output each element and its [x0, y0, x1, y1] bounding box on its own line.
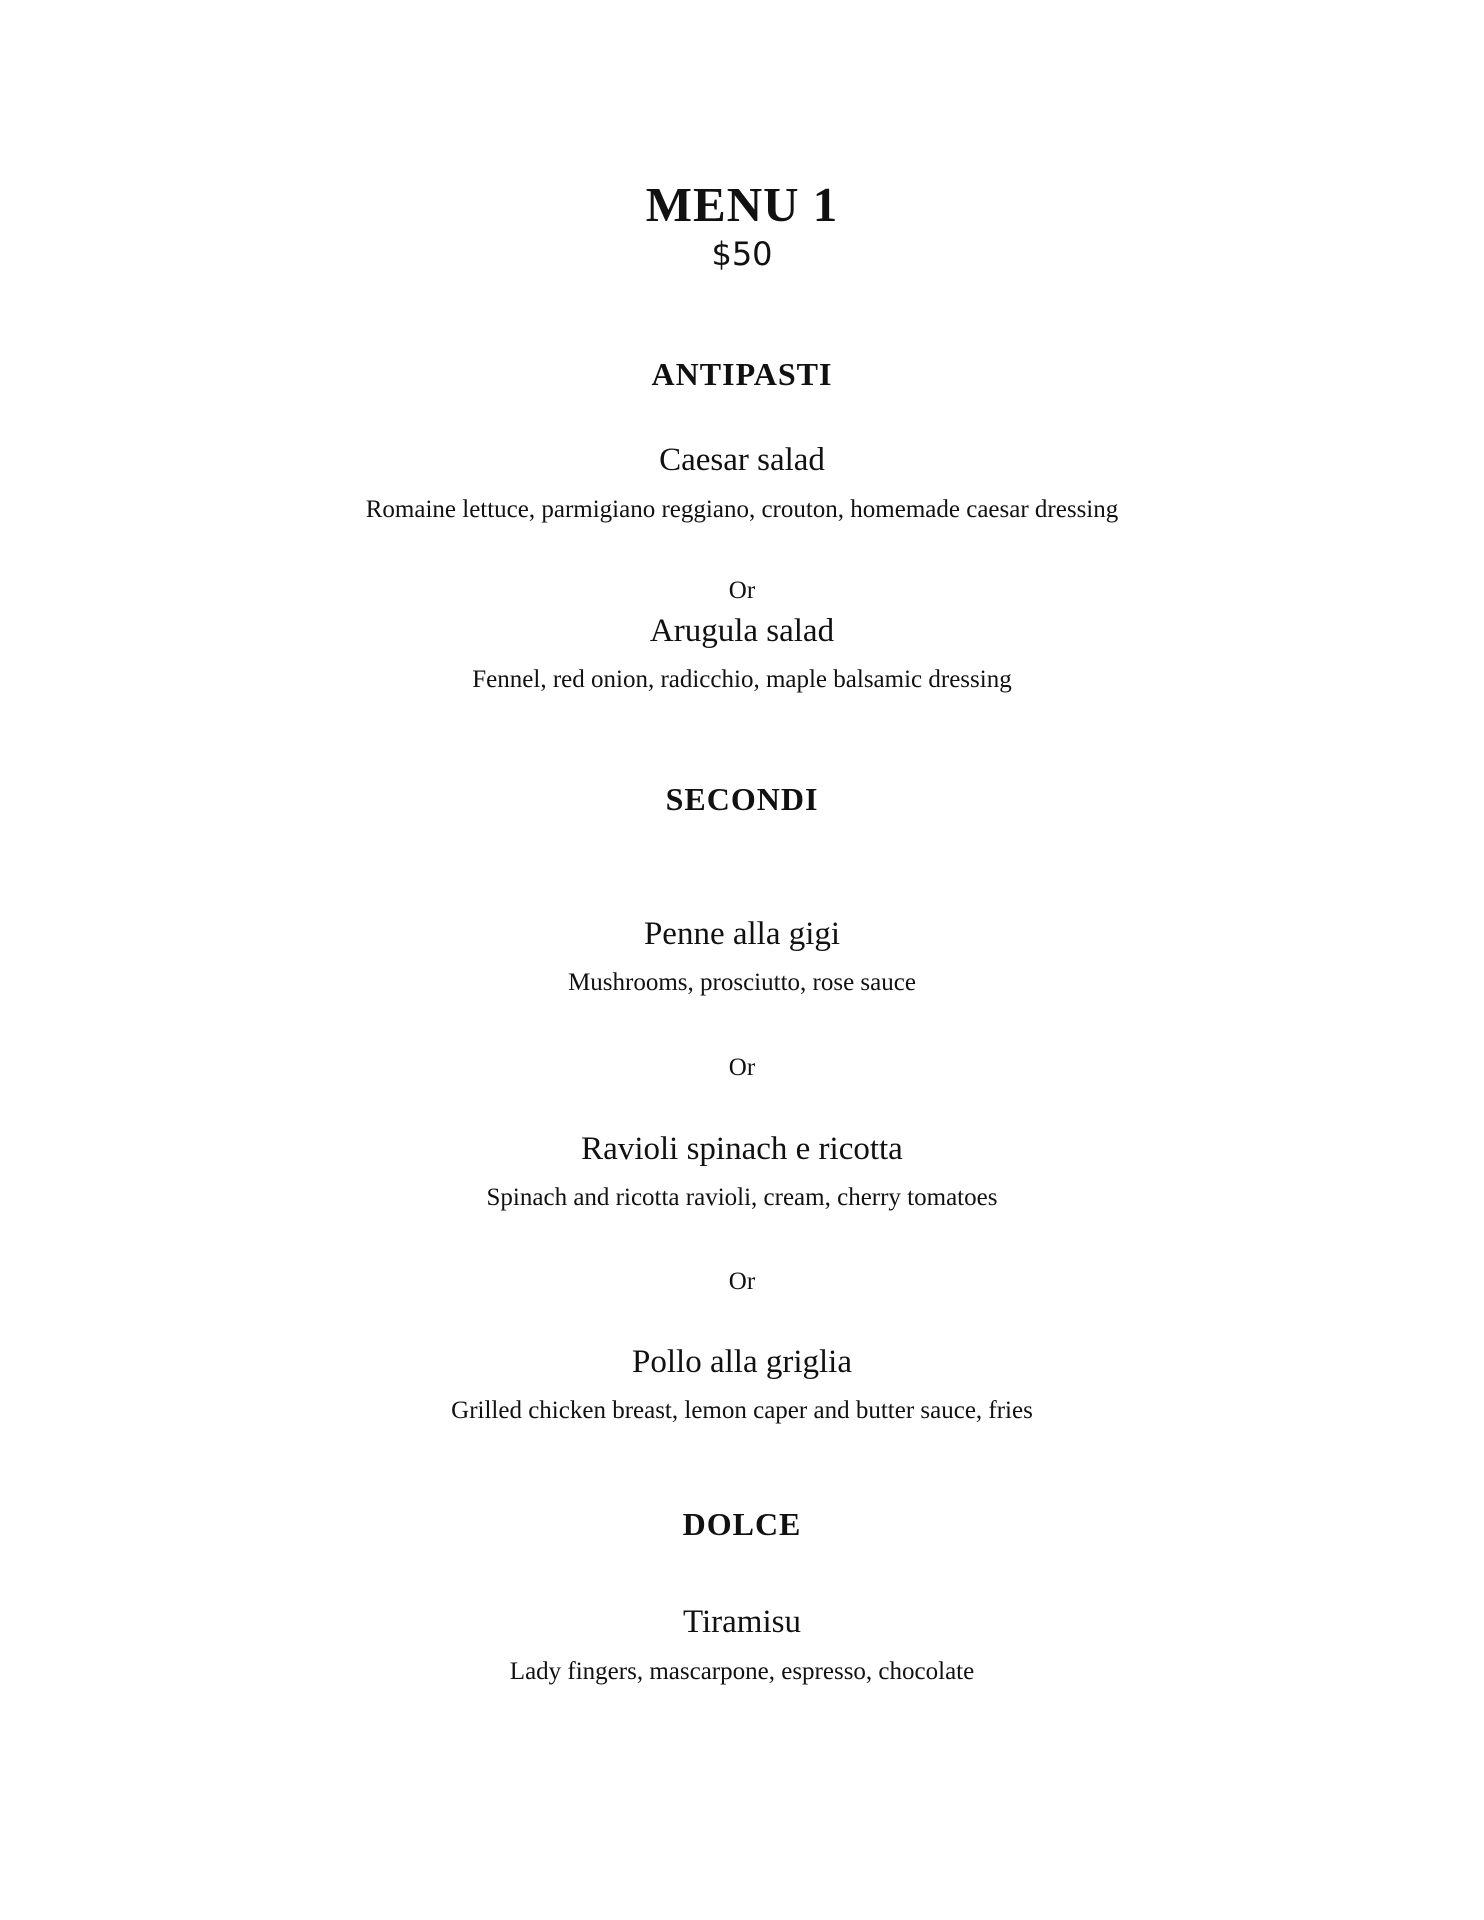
menu-price: $50 — [711, 235, 773, 273]
dish-description-tiramisu: Lady fingers, mascarpone, espresso, chocolate — [509, 1658, 975, 1685]
dish-description-penne-alla-gigi: Mushrooms, prosciutto, rose sauce — [568, 969, 916, 996]
dish-name-caesar-salad: Caesar salad — [659, 442, 825, 478]
or-separator: Or — [728, 1054, 756, 1081]
dish-name-pollo-alla-griglia: Pollo alla griglia — [632, 1344, 852, 1380]
section-heading-antipasti: ANTIPASTI — [651, 356, 833, 392]
section-heading-dolce: DOLCE — [682, 1506, 802, 1542]
dish-name-arugula-salad: Arugula salad — [649, 613, 835, 649]
dish-name-ravioli-spinach-e-ricotta: Ravioli spinach e ricotta — [581, 1131, 903, 1167]
dish-description-arugula-salad: Fennel, red onion, radicchio, maple balsamic dressing — [472, 666, 1012, 693]
or-separator: Or — [728, 1268, 756, 1295]
dish-description-pollo-alla-griglia: Grilled chicken breast, lemon caper and butter sauce, fries — [451, 1397, 1033, 1424]
section-heading-secondi: SECONDI — [665, 781, 819, 817]
dish-name-tiramisu: Tiramisu — [683, 1604, 801, 1640]
dish-name-penne-alla-gigi: Penne alla gigi — [643, 916, 841, 952]
or-separator: Or — [728, 577, 756, 604]
menu-title: MENU 1 — [645, 177, 839, 232]
dish-description-caesar-salad: Romaine lettuce, parmigiano reggiano, crouton, homemade caesar dressing — [365, 496, 1119, 523]
dish-description-ravioli-spinach-e-ricotta: Spinach and ricotta ravioli, cream, cherry tomatoes — [486, 1184, 998, 1211]
